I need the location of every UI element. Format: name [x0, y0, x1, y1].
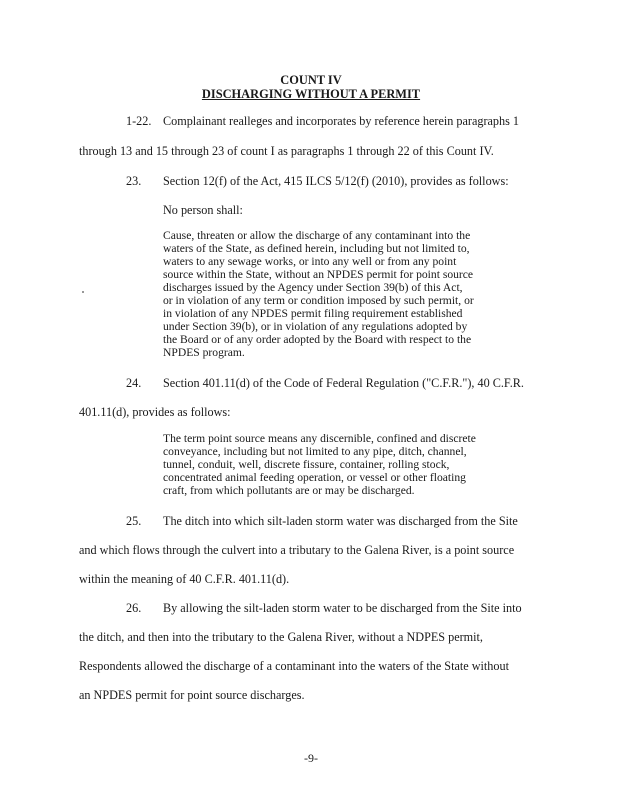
paragraph-1-22-line-2: through 13 and 15 through 23 of count I as paragraphs 1 through 22 of this Count IV.	[79, 144, 494, 158]
quote-line: tunnel, conduit, well, discrete fissure, container, rolling stock,	[163, 458, 450, 471]
quote-line: waters to any sewage works, or into any well or from any point	[163, 255, 457, 268]
paragraph-25-line-2: and which flows through the culvert into a tributary to the Galena River, is a point source	[79, 543, 515, 557]
paragraph-26-line-1: By allowing the silt-laden storm water to be discharged from the Site into	[163, 601, 522, 615]
paragraph-24-line-2: 401.11(d), provides as follows:	[79, 405, 231, 419]
paragraph-number-24: 24.	[126, 376, 142, 390]
quote-line: under Section 39(b), or in violation of any regulations adopted by	[163, 320, 468, 333]
paragraph-25-line-3: within the meaning of 40 C.F.R. 401.11(d).	[79, 572, 290, 586]
paragraph-26-line-2: the ditch, and then into the tributary to the Galena River, without a NDPES permit,	[79, 630, 483, 644]
quote-line: the Board or of any order adopted by the Board with respect to the	[163, 333, 472, 346]
quote-line: discharges issued by the Agency under Section 39(b) of this Act,	[163, 281, 463, 294]
quote-line: or in violation of any term or condition imposed by such permit, or	[163, 294, 474, 307]
page-number: -9-	[304, 751, 318, 765]
paragraph-number-1-22: 1-22.	[126, 114, 152, 128]
count-subtitle	[0, 87, 622, 101]
quote-line: in violation of any NPDES permit filing requirement established	[163, 307, 463, 320]
count-title: COUNT IV	[280, 73, 342, 87]
count-subtitle-text: DISCHARGING WITHOUT A PERMIT	[201, 87, 421, 101]
paragraph-number-25: 25.	[126, 514, 142, 528]
paragraph-23-intro: No person shall:	[163, 203, 243, 217]
paragraph-26-line-3: Respondents allowed the discharge of a contaminant into the waters of the State without	[79, 659, 509, 673]
quote-line: Cause, threaten or allow the discharge of any contaminant into the	[163, 229, 471, 242]
paragraph-number-26: 26.	[126, 601, 142, 615]
scan-speck	[82, 291, 84, 293]
quote-line: The term point source means any discernible, confined and discrete	[163, 432, 476, 445]
quote-line: craft, from which pollutants are or may be discharged.	[163, 484, 415, 497]
quote-line: waters of the State, as defined herein, including but not limited to,	[163, 242, 470, 255]
paragraph-23-line-1: Section 12(f) of the Act, 415 ILCS 5/12(f) (2010), provides as follows:	[163, 174, 509, 188]
quote-line: conveyance, including but not limited to any pipe, ditch, channel,	[163, 445, 467, 458]
quote-line: NPDES program.	[163, 346, 245, 359]
paragraph-26-line-4: an NPDES permit for point source discharges.	[79, 688, 305, 702]
quote-line: source within the State, without an NPDES permit for point source	[163, 268, 474, 281]
quote-line: concentrated animal feeding operation, or vessel or other floating	[163, 471, 466, 484]
paragraph-1-22-line-1: Complainant realleges and incorporates by reference herein paragraphs 1	[163, 114, 519, 128]
paragraph-25-line-1: The ditch into which silt-laden storm water was discharged from the Site	[163, 514, 518, 528]
paragraph-24-line-1: Section 401.11(d) of the Code of Federal Regulation ("C.F.R."), 40 C.F.R.	[163, 376, 524, 390]
paragraph-number-23: 23.	[126, 174, 142, 188]
